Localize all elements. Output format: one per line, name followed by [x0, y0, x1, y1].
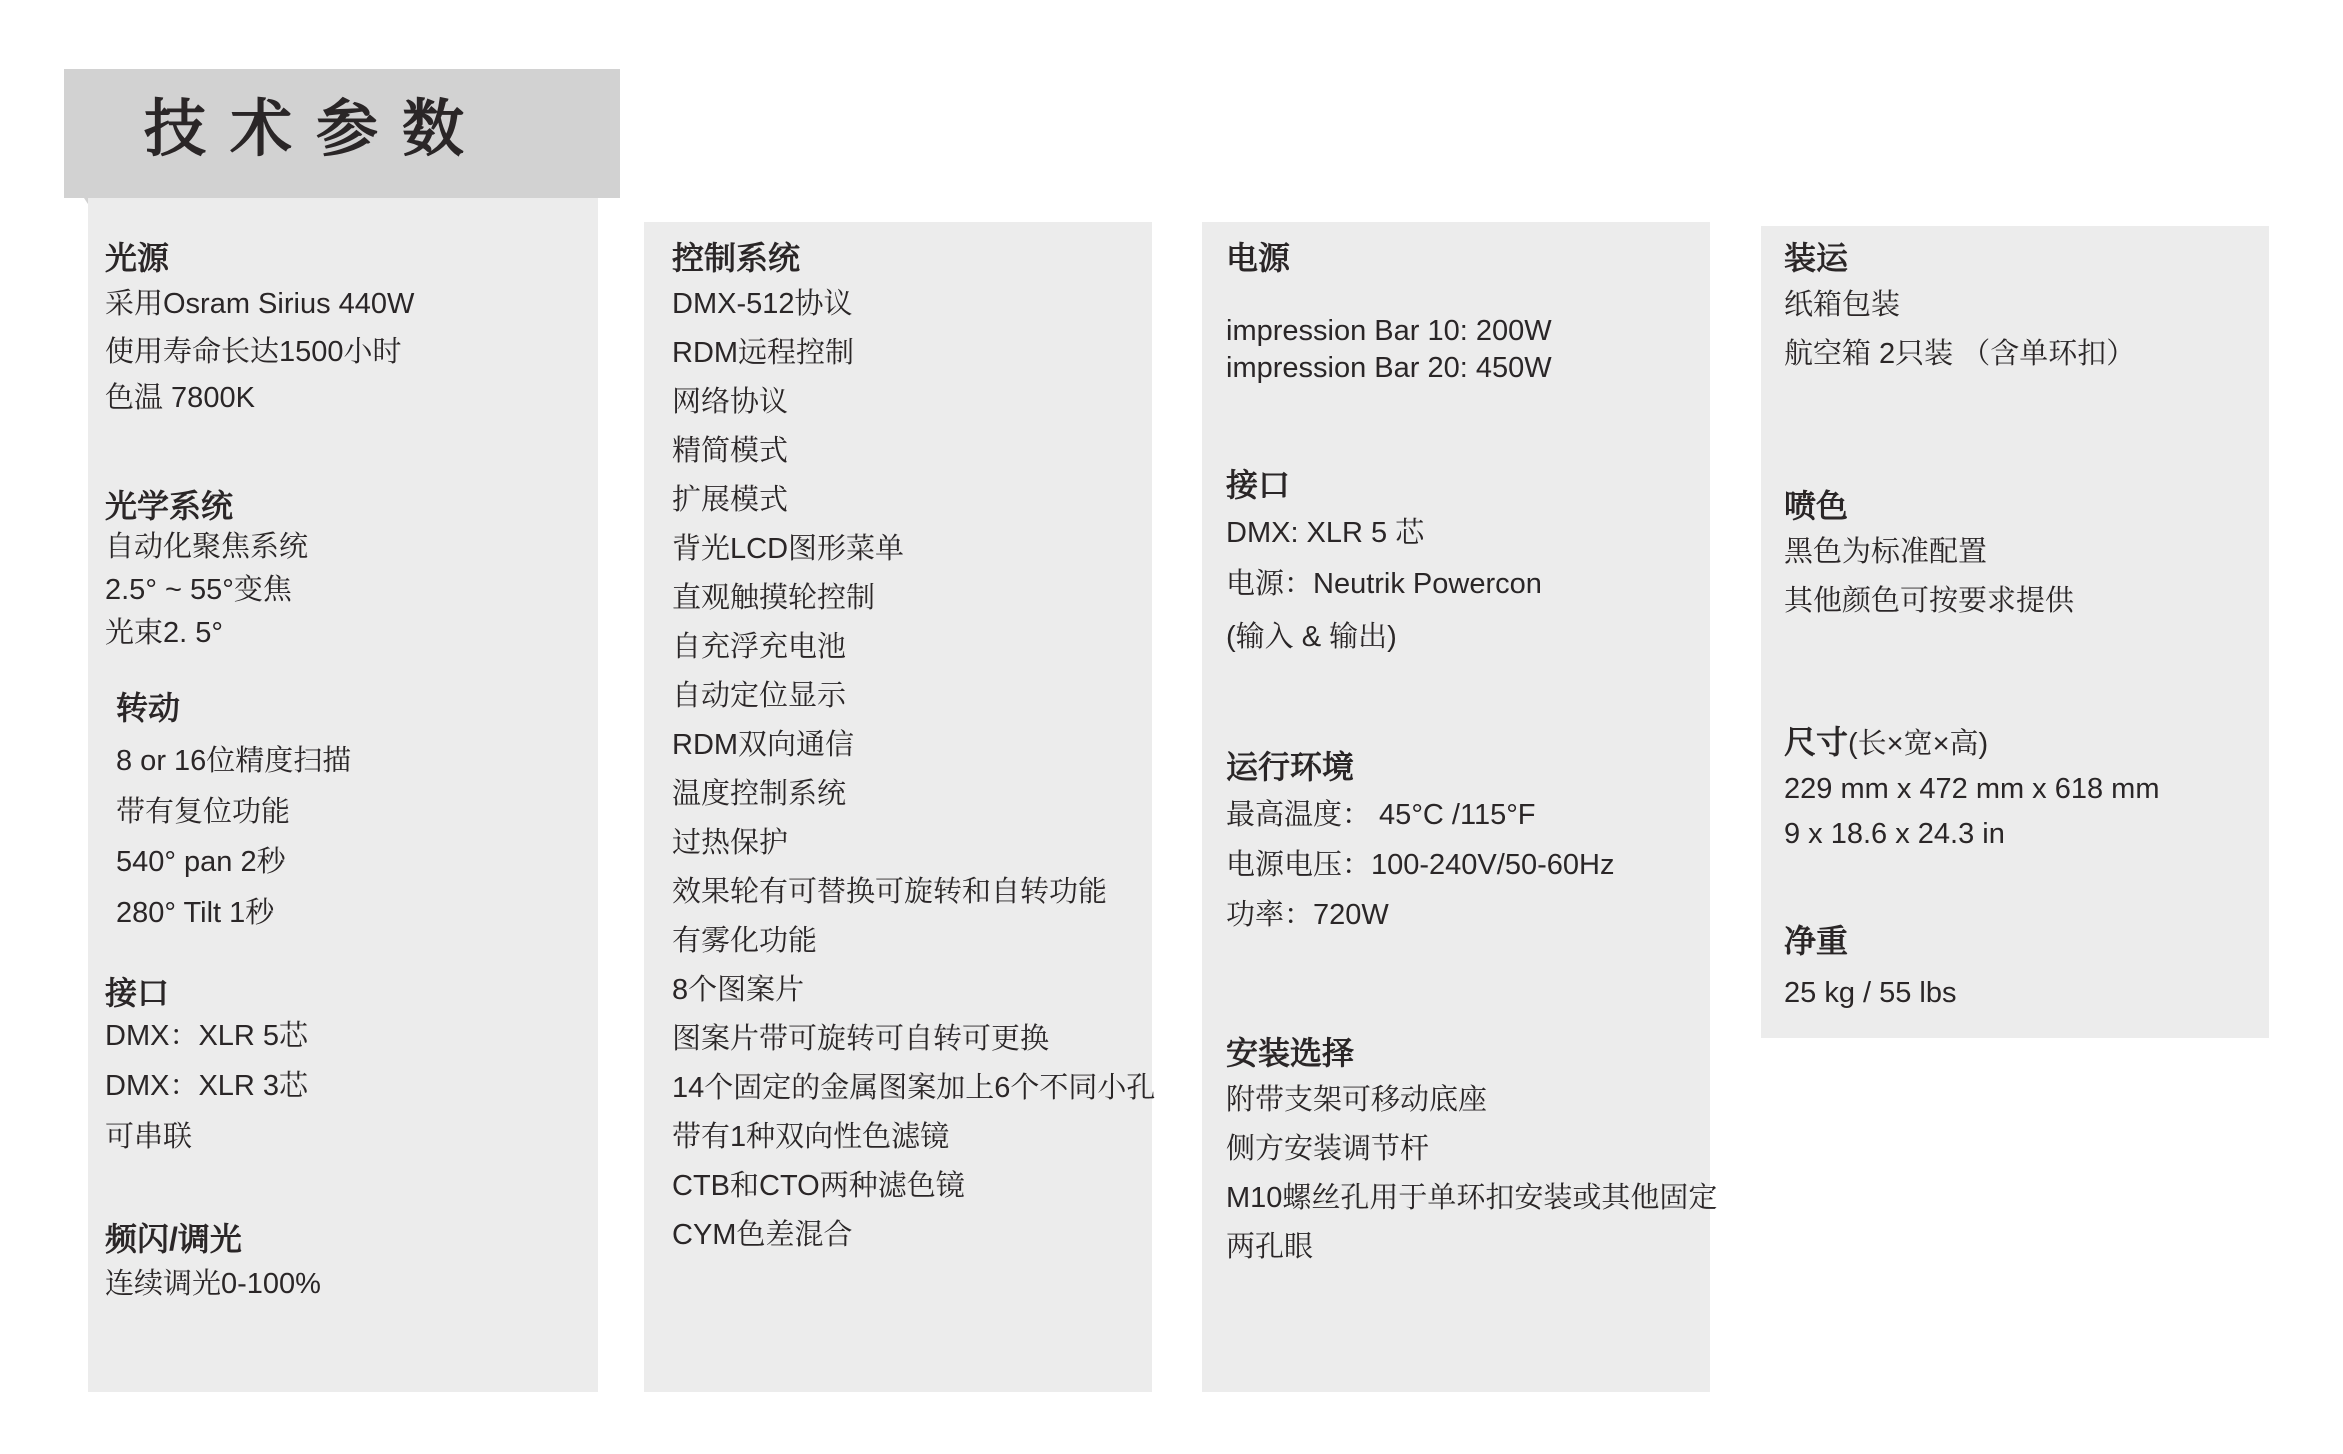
spec-line: 附带支架可移动底座	[1226, 1084, 1488, 1116]
spec-line: 25 kg / 55 lbs	[1784, 977, 1957, 1009]
page-title: 技术参数	[144, 95, 489, 164]
spec-line: DMX：XLR 5芯	[105, 1020, 309, 1052]
section-heading-dimensions	[1784, 726, 1988, 759]
section-heading-environment: 运行环境	[1226, 749, 1355, 785]
dimensions-heading-suffix: (长×宽×高)	[1848, 728, 1989, 760]
section-heading-mounting: 安装选择	[1226, 1035, 1355, 1071]
section-heading-strobe-dimming: 频闪/调光	[105, 1221, 242, 1257]
spec-line: 扩展模式	[672, 484, 789, 516]
spec-line: 两孔眼	[1226, 1231, 1314, 1263]
spec-line: 纸箱包装	[1784, 289, 1901, 321]
spec-line: 过热保护	[672, 827, 789, 859]
spec-line: impression Bar 20: 450W	[1226, 352, 1552, 384]
spec-line: 可串联	[105, 1121, 193, 1153]
spec-line: 8 or 16位精度扫描	[116, 745, 352, 777]
spec-line: 效果轮有可替换可旋转和自转功能	[672, 876, 1108, 908]
section-heading-light-source: 光源	[105, 240, 170, 276]
spec-line: 黑色为标准配置	[1784, 536, 1988, 568]
spec-line: 直观触摸轮控制	[672, 582, 876, 614]
spec-line: 带有1种双向性色滤镜	[672, 1121, 950, 1153]
spec-line: CTB和CTO两种滤色镜	[672, 1170, 965, 1202]
spec-line: 280° Tilt 1秒	[116, 897, 275, 929]
spec-line: 最高温度： 45°C /115°F	[1226, 799, 1536, 831]
spec-line: 自动化聚焦系统	[105, 531, 309, 563]
spec-line: 连续调光0-100%	[105, 1268, 321, 1300]
spec-line: 其他颜色可按要求提供	[1784, 585, 2075, 617]
spec-line: (输入 & 输出)	[1226, 621, 1397, 653]
spec-line: impression Bar 10: 200W	[1226, 315, 1552, 347]
spec-line: 9 x 18.6 x 24.3 in	[1784, 818, 2005, 850]
spec-line: 电源电压：100-240V/50-60Hz	[1226, 849, 1615, 881]
spec-line: RDM双向通信	[672, 729, 855, 761]
section-heading-connectors: 接口	[1226, 467, 1291, 503]
section-heading-optics: 光学系统	[105, 488, 234, 524]
section-heading-finish: 喷色	[1784, 488, 1849, 524]
spec-line: 精简模式	[672, 435, 789, 467]
spec-line: RDM远程控制	[672, 337, 855, 369]
spec-line: CYM色差混合	[672, 1219, 853, 1251]
spec-line: 图案片带可旋转可自转可更换	[672, 1023, 1050, 1055]
spec-line: M10螺丝孔用于单环扣安装或其他固定	[1226, 1182, 1718, 1214]
spec-line: 229 mm x 472 mm x 618 mm	[1784, 773, 2160, 805]
spec-line: 色温 7800K	[105, 382, 255, 414]
section-heading-weight: 净重	[1784, 923, 1849, 959]
spec-column-1	[88, 198, 598, 1392]
spec-line: 带有复位功能	[116, 796, 291, 828]
spec-line: 背光LCD图形菜单	[672, 533, 905, 565]
spec-line: 航空箱 2只装 （含单环扣）	[1784, 338, 2136, 370]
spec-line: 540° pan 2秒	[116, 846, 286, 878]
section-heading-shipping: 装运	[1784, 240, 1849, 276]
section-heading-power: 电源	[1226, 240, 1291, 276]
dimensions-heading-text: 尺寸	[1784, 724, 1849, 760]
spec-line: 光束2. 5°	[105, 617, 223, 649]
spec-line: 自充浮充电池	[672, 631, 847, 663]
spec-line: DMX: XLR 5 芯	[1226, 517, 1425, 549]
spec-line: 温度控制系统	[672, 778, 847, 810]
section-heading-control-system: 控制系统	[672, 240, 801, 276]
spec-line: 自动定位显示	[672, 680, 847, 712]
spec-line: 电源：Neutrik Powercon	[1226, 568, 1542, 600]
spec-line: 网络协议	[672, 386, 789, 418]
spec-line: 8个图案片	[672, 974, 805, 1006]
spec-line: 侧方安装调节杆	[1226, 1133, 1430, 1165]
spec-line: 使用寿命长达1500小时	[105, 336, 402, 368]
spec-line: 2.5° ~ 55°变焦	[105, 574, 292, 606]
spec-line: DMX-512协议	[672, 288, 853, 320]
spec-line: 采用Osram Sirius 440W	[105, 288, 415, 320]
spec-line: 14个固定的金属图案加上6个不同小孔	[672, 1072, 1156, 1104]
title-tab	[64, 69, 620, 198]
spec-line: DMX：XLR 3芯	[105, 1070, 309, 1102]
spec-line: 有雾化功能	[672, 925, 818, 957]
section-heading-movement: 转动	[116, 690, 181, 726]
spec-line: 功率：720W	[1226, 899, 1389, 931]
section-heading-connectors: 接口	[105, 975, 170, 1011]
